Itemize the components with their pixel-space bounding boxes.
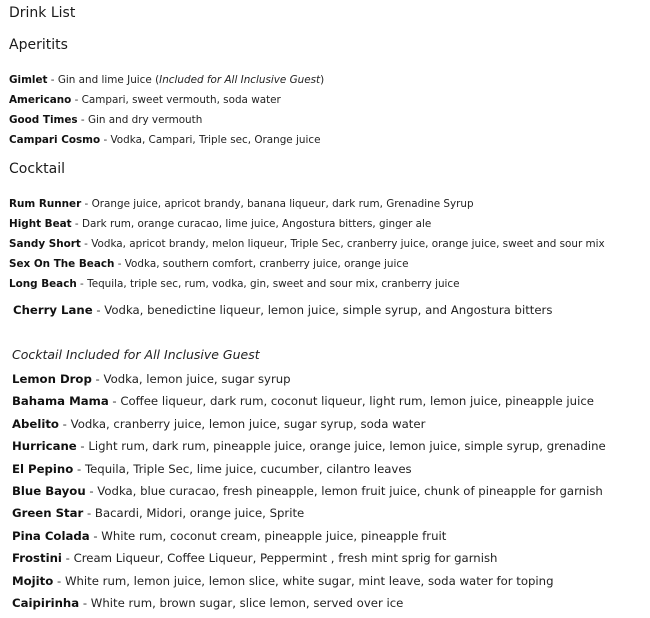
drink-name: El Pepino [12, 461, 74, 476]
drink-description: Light rum, dark rum, pineapple juice, orange juice, lemon juice, simple syrup, grenadine [88, 439, 606, 454]
drink-item-frostini [12, 547, 606, 569]
aperitifs-list [9, 70, 324, 150]
drink-name: Sex On The Beach [9, 258, 115, 270]
drink-separator: - [58, 416, 71, 431]
drink-description: Coffee liqueur, dark rum, coconut liqueur, light rum, lemon juice, pineapple juice [120, 394, 594, 409]
drink-item-pina-colada [12, 525, 606, 547]
drink-item-sandy-short [9, 234, 605, 254]
drink-name: Hight Beat [9, 218, 72, 230]
drink-name: Blue Bayou [12, 483, 86, 498]
drink-item-hurricane [12, 435, 606, 457]
drink-separator: - [61, 551, 74, 566]
drink-separator: - [81, 198, 92, 210]
drink-separator: - [77, 114, 88, 126]
drink-description: Vodka, southern comfort, cranberry juice, orange juice [124, 258, 409, 270]
drink-item-campari-cosmo [9, 130, 324, 150]
drink-separator: - [71, 94, 82, 106]
inclusive-list [12, 368, 606, 614]
drink-name: Green Star [12, 506, 84, 521]
drink-name: Sandy Short [9, 238, 81, 250]
drink-item-long-beach [9, 274, 605, 294]
drink-item-good-times [9, 110, 324, 130]
section-heading-inclusive: Cocktail Included for All Inclusive Guest [12, 347, 260, 362]
drink-separator: - [76, 278, 88, 290]
drink-description: White rum, brown sugar, slice lemon, served over ice [90, 595, 404, 610]
drink-separator: - [73, 461, 85, 476]
drink-description: Vodka, Campari, Triple sec, Orange juice [110, 134, 321, 146]
drink-name: Bahama Mama [12, 394, 109, 409]
drink-separator: - [71, 218, 82, 230]
drink-description: Vodka, cranberry juice, lemon juice, sugar syrup, soda water [70, 416, 426, 431]
drink-item-abelito [12, 413, 606, 435]
section-heading-cocktail: Cocktail [9, 161, 65, 177]
drink-description: Bacardi, Midori, orange juice, Sprite [94, 506, 305, 521]
drink-note: Included for All Inclusive Guest [159, 74, 321, 86]
drink-item-lemon-drop [12, 368, 606, 390]
drink-description: Gin and lime Juice ( [57, 74, 160, 86]
drink-separator: - [108, 394, 121, 409]
drink-separator: - [53, 573, 65, 588]
drink-item-el-pepino [12, 458, 606, 480]
drink-name: Campari Cosmo [9, 134, 101, 146]
drink-description: Dark rum, orange curacao, lime juice, Angostura bitters, ginger ale [81, 218, 432, 230]
drink-name: Lemon Drop [12, 372, 92, 386]
drink-description: Tequila, triple sec, rum, vodka, gin, sweet and sour mix, cranberry juice [87, 278, 460, 290]
drink-item-caipirinha [12, 592, 606, 614]
drink-description: Orange juice, apricot brandy, banana liqueur, dark rum, Grenadine Syrup [91, 198, 474, 210]
drink-description: Campari, sweet vermouth, soda water [81, 94, 281, 106]
drink-description: Gin and dry vermouth [87, 114, 203, 126]
drink-separator: - [76, 439, 89, 454]
drink-item-cherry-lane [13, 303, 552, 317]
drink-name: Gimlet [9, 74, 48, 86]
drink-separator: - [114, 258, 125, 270]
drink-item-mojito [12, 570, 606, 592]
drink-item-rum-runner [9, 194, 605, 214]
drink-name: Frostini [12, 551, 62, 566]
drink-separator: - [80, 238, 92, 250]
drink-description: Vodka, blue curacao, fresh pineapple, lemon fruit juice, chunk of pineapple for garnish [97, 483, 603, 498]
drink-name: Abelito [12, 416, 59, 431]
drink-name: Hurricane [12, 439, 77, 454]
drink-name: Good Times [9, 114, 78, 126]
drink-description: Cream Liqueur, Coffee Liqueur, Peppermint , fresh mint sprig for garnish [73, 551, 498, 566]
drink-name: Cherry Lane [13, 303, 93, 317]
drink-separator: - [83, 506, 95, 521]
drink-description: Vodka, lemon juice, sugar syrup [103, 372, 291, 386]
drink-item-sex-on-the-beach [9, 254, 605, 274]
drink-item-gimlet [9, 70, 324, 90]
drink-item-bahama-mama [12, 390, 606, 412]
drink-description: Vodka, apricot brandy, melon liqueur, Triple Sec, cranberry juice, orange juice, sweet and sour mix [91, 238, 605, 250]
drink-name: Americano [9, 94, 72, 106]
drink-separator: - [47, 74, 58, 86]
drink-separator: - [100, 134, 111, 146]
drink-item-green-star [12, 502, 606, 524]
drink-separator: - [92, 303, 105, 317]
drink-name: Caipirinha [12, 595, 80, 610]
drink-description-tail: ) [320, 74, 325, 86]
cocktail-list [9, 194, 605, 294]
page-title: Drink List [9, 5, 76, 21]
drink-name: Long Beach [9, 278, 77, 290]
drink-description: White rum, coconut cream, pineapple juice, pineapple fruit [101, 528, 447, 543]
drink-description: White rum, lemon juice, lemon slice, white sugar, mint leave, soda water for toping [64, 573, 554, 588]
drink-item-blue-bayou [12, 480, 606, 502]
drink-separator: - [85, 483, 98, 498]
drink-description: Tequila, Triple Sec, lime juice, cucumber, cilantro leaves [84, 461, 412, 476]
drink-name: Pina Colada [12, 528, 90, 543]
drink-item-hight-beat [9, 214, 605, 234]
drink-item-americano [9, 90, 324, 110]
drink-separator: - [91, 372, 104, 386]
drink-name: Rum Runner [9, 198, 82, 210]
drink-description: Vodka, benedictine liqueur, lemon juice, simple syrup, and Angostura bitters [104, 303, 553, 317]
drink-separator: - [89, 528, 102, 543]
drink-separator: - [79, 595, 91, 610]
section-heading-aperitifs: Aperitits [9, 37, 68, 53]
drink-name: Mojito [12, 573, 54, 588]
